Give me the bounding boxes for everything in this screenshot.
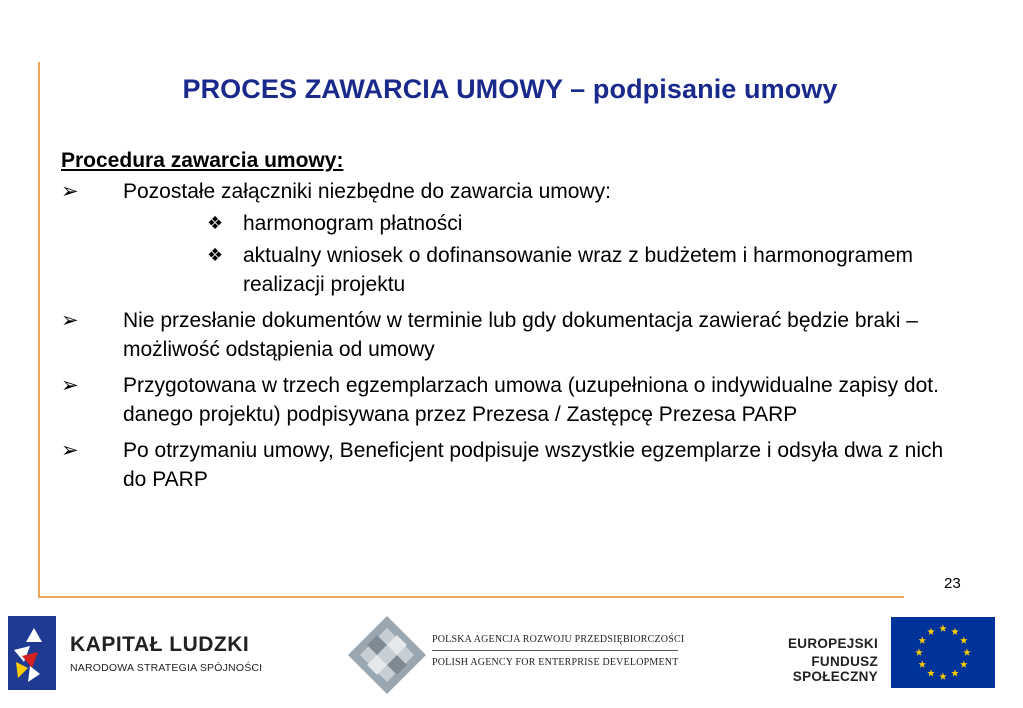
slide-title: PROCES ZAWARCIA UMOWY – podpisanie umowy [182, 74, 838, 104]
eu-flag-icon [891, 617, 995, 688]
parp-name-pl: POLSKA AGENCJA ROZWOJU PRZEDSIĘBIORCZOŚCI [432, 634, 685, 645]
procedure-heading: Procedura zawarcia umowy: [61, 149, 344, 172]
bullet-4 [61, 436, 971, 494]
bullet-2 [61, 306, 971, 364]
eu-fund-line1: EUROPEJSKI [787, 636, 878, 651]
parp-logo-icon [346, 614, 428, 696]
sub-bullet-1 [123, 209, 971, 238]
arrow-bullet-icon: ➢ [61, 180, 79, 203]
bottom-border-line [38, 596, 904, 598]
bullet-3-text: Przygotowana w trzech egzemplarzach umowa (uzupełniona o indywidualne zapisy dot. danego projektu) podpisywana przez Prezesa / Zastępcę Prezesa PARP [123, 374, 939, 426]
parp-name-en: POLISH AGENCY FOR ENTERPRISE DEVELOPMENT [432, 657, 679, 668]
kapital-ludzki-title: KAPITAŁ LUDZKI [70, 633, 250, 656]
arrow-bullet-icon: ➢ [61, 309, 79, 332]
kapital-ludzki-subtitle: NARODOWA STRATEGIA SPÓJNOŚCI [70, 662, 263, 674]
bullet-2-text: Nie przesłanie dokumentów w terminie lub gdy dokumentacja zawierać będzie braki – możliwość odstąpienia od umowy [123, 309, 918, 361]
sub-bullet-2 [123, 241, 971, 299]
bullet-3 [61, 371, 971, 429]
sub-bullet-1-text: harmonogram płatności [243, 212, 463, 235]
parp-divider [432, 650, 678, 651]
sub-bullet-list [123, 209, 971, 299]
kapital-ludzki-logo-icon [8, 616, 56, 690]
bullet-1-text: Pozostałe załączniki niezbędne do zawarcia umowy: [123, 180, 611, 203]
diamond-bullet-icon: ❖ [207, 213, 224, 233]
diamond-bullet-icon: ❖ [207, 245, 224, 265]
arrow-bullet-icon: ➢ [61, 439, 79, 462]
arrow-bullet-icon: ➢ [61, 374, 79, 397]
bullet-4-text: Po otrzymaniu umowy, Beneficjent podpisuje wszystkie egzemplarze i odsyła dwa z nich do PARP [123, 439, 944, 491]
sub-bullet-2-text: aktualny wniosek o dofinansowanie wraz z budżetem i harmonogramem realizacji projektu [243, 244, 914, 296]
bullet-1 [61, 177, 971, 299]
slide-content [61, 146, 971, 501]
page-number: 23 [944, 575, 961, 592]
eu-fund-line2: FUNDUSZ SPOŁECZNY [792, 654, 878, 684]
left-border-line [38, 62, 40, 598]
